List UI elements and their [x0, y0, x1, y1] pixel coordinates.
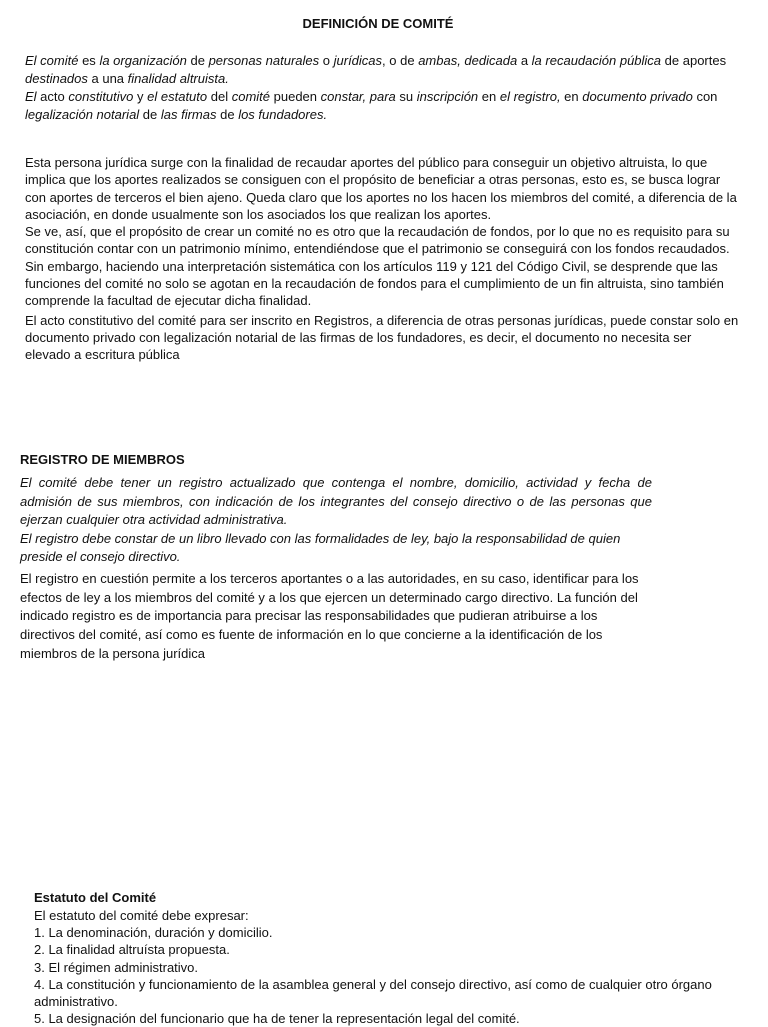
text-segment: comité — [231, 89, 271, 104]
text-segment: los fundadores. — [238, 107, 328, 122]
statute-section — [34, 907, 734, 1027]
text-segment: su — [395, 89, 417, 104]
text-segment: constar, para — [320, 89, 396, 104]
registry-body-paragraph: El registro en cuestión permite a los terceros aportantes o a las autoridades, en su caso, identificar para los efectos de ley a los miembros del comité y a los que ejercen un determinado cargo directivo. La función del indicado registro es de importancia para precisar las responsabilidades que pudieran atribuirse a los directivos del comité, así como es fuente de información en lo que concierne a la identificación de los miembros de la persona jurídica — [20, 571, 639, 661]
text-segment: El comité — [25, 53, 79, 68]
statute-item: 5. La designación del funcionario que ha de tener la representación legal del comité. — [34, 1011, 520, 1027]
explanation-paragraph-3: El acto constitutivo del comité para ser inscrito en Registros, a diferencia de otras personas jurídicas, puede constar solo en documento privado con legalización notarial de las firmas de los fundadores, es decir, el documento no necesita ser elevado a escritura pública — [25, 312, 739, 363]
text-segment: o — [319, 53, 334, 68]
text-segment: inscripción — [416, 89, 479, 104]
text-segment: de — [139, 107, 161, 122]
text-segment: de — [186, 53, 209, 68]
text-segment: El — [25, 89, 37, 104]
text-segment: destinados — [25, 71, 88, 86]
text-segment: y — [133, 89, 148, 104]
text-segment: el registro, — [499, 89, 561, 104]
statute-heading: Estatuto del Comité — [34, 890, 157, 905]
text-segment: a una — [87, 71, 128, 86]
text-segment: la recaudación pública — [531, 53, 662, 68]
text-segment: acto — [36, 89, 69, 104]
statute-item: 2. La finalidad altruísta propuesta. — [34, 942, 230, 958]
text-segment: ambas, dedicada — [418, 53, 518, 68]
statute-list — [34, 924, 734, 1027]
text-segment: finalidad altruista. — [127, 71, 229, 86]
text-segment: pueden — [270, 89, 321, 104]
statute-item: 1. La denominación, duración y domicilio. — [34, 925, 273, 941]
registry-italic-paragraph-1: El comité debe tener un registro actualizado que contenga el nombre, domicilio, actividad y fecha de admisión de sus miembros, con indicación de los integrantes del consejo directivo o de las personas que ejerzan cualquier otra actividad administrativa. — [20, 475, 652, 527]
text-segment: , o de — [382, 53, 419, 68]
statute-item: 4. La constitución y funcionamiento de la asamblea general y del consejo directivo, así como de cualquier otro órgano administrativo. — [34, 976, 712, 1010]
text-segment: de aportes — [661, 53, 727, 68]
registry-legal-text — [20, 474, 652, 567]
text-segment: documento privado — [582, 89, 693, 104]
text-segment: las firmas — [160, 107, 217, 122]
registry-commentary — [20, 570, 652, 664]
registry-heading: REGISTRO DE MIEMBROS — [20, 452, 185, 467]
definition-paragraph-2 — [25, 88, 740, 124]
text-segment: constitutivo — [68, 89, 134, 104]
explanation-section — [25, 154, 740, 364]
text-segment: a — [517, 53, 532, 68]
statute-intro: El estatuto del comité debe expresar: — [34, 908, 249, 923]
page-title: DEFINICIÓN DE COMITÉ — [302, 16, 454, 31]
text-segment: en — [560, 89, 583, 104]
text-segment: en — [478, 89, 500, 104]
text-segment: es — [78, 53, 100, 68]
definition-section — [25, 52, 740, 124]
text-segment: jurídicas — [333, 53, 383, 68]
statute-item: 3. El régimen administrativo. — [34, 959, 199, 975]
text-segment: del — [207, 89, 232, 104]
text-segment: legalización notarial — [25, 107, 140, 122]
registry-italic-paragraph-2: El registro debe constar de un libro llevado con las formalidades de ley, bajo la responsabilidad de quien preside el consejo directivo. — [20, 530, 621, 564]
text-segment: con — [692, 89, 718, 104]
text-segment: de — [216, 107, 239, 122]
text-segment: el estatuto — [147, 89, 208, 104]
explanation-paragraph-1: Esta persona jurídica surge con la finalidad de recaudar aportes del público para conseguir un objetivo altruista, lo que implica que los aportes realizados se consiguen con el propósito de beneficiar a otras personas, esto es, se busca lograr con aportes de terceros el bien ajeno. Queda claro que los aportes no los hacen los miembros del comité, a diferencia de la asociación, en donde usualmente son los asociados los que realizan los aportes. — [25, 155, 737, 222]
definition-paragraph-1 — [25, 52, 740, 88]
explanation-paragraph-2: Se ve, así, que el propósito de crear un comité no es otro que la recaudación de fondos, por lo que no es requisito para su constitución contar con un patrimonio mínimo, entendiéndose que el patrimonio se conseguirá con los fondos recaudados. Sin embargo, haciendo una interpretación sistemática con los artículos 119 y 121 del Código Civil, se desprende que las funciones del comité no solo se agotan en la recaudación de fondos para el cumplimiento de un fin altruista, sino también comprende la facultad de ejecutar dicha finalidad. — [25, 224, 730, 309]
text-segment: la organización — [99, 53, 187, 68]
text-segment: personas naturales — [208, 53, 320, 68]
